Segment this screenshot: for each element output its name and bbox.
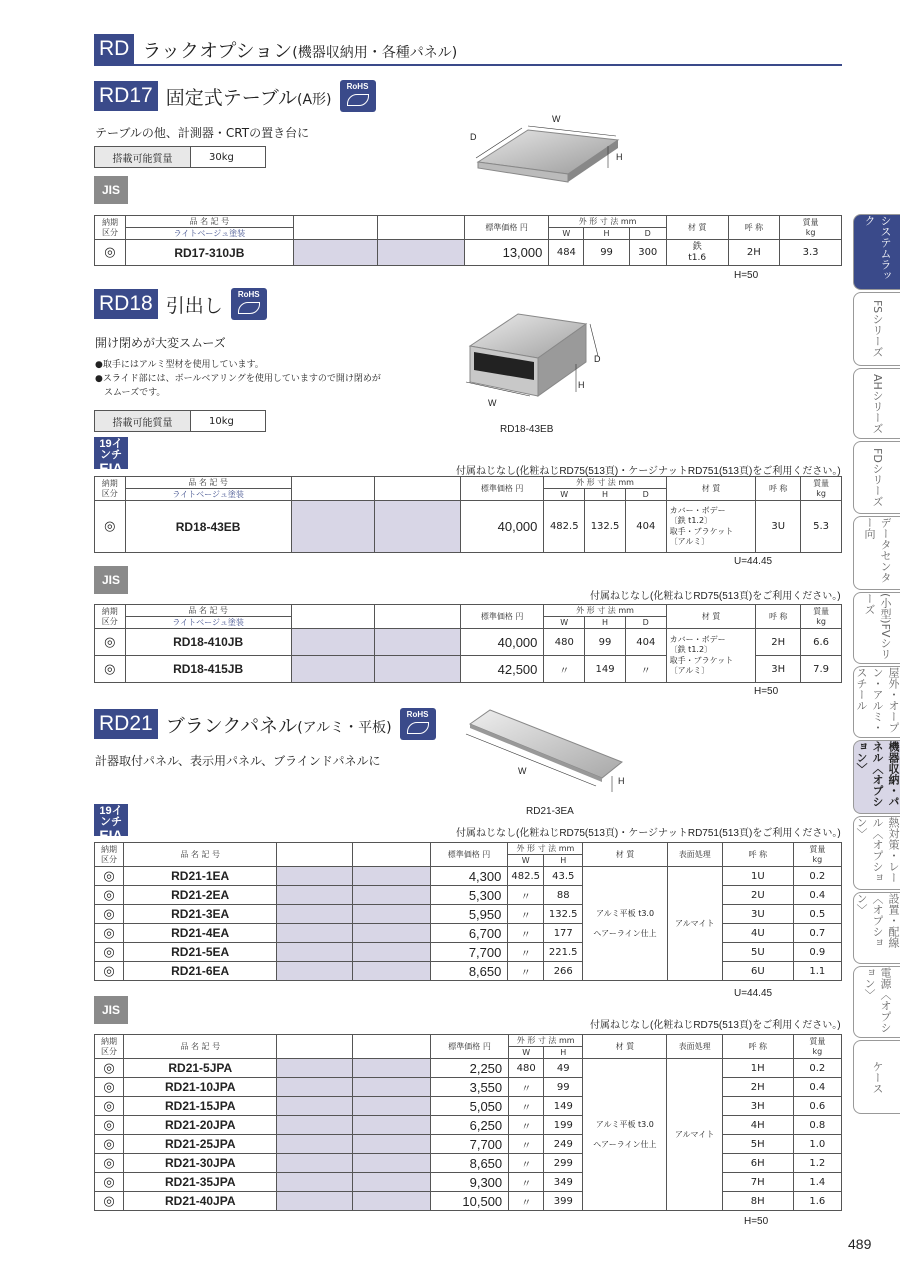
rohs-badge: RoHS	[400, 708, 436, 740]
rd21-jis-table: 納期 区分 品 名 記 号 標準価格 円 外 形 寸 法 mm 材 質 表面処理 呼 称 質量 kg W H ◎ RD21-5JPA 2,250 480 49 アルミ平板 t3.0 ヘアーライン仕上 アルマイト 1H 0.2 ◎ RD21-10JPA 3,550 〃 99 2H 0.4 ◎ RD21-15JPA 5,050 〃 149 3H 0.6 ◎ RD21-20JPA 6,250 〃 199 4H 0.8 ◎ RD21-25JPA 7,700 〃 249 5H 1.0 ◎ RD21-30JPA 8,650 〃 299 6H 1.2 ◎ RD21-35JPA 9,300 〃 349 7H 1.4 ◎ RD21-40JPA 10,500 〃 399 8H 1.6	[94, 1034, 842, 1211]
table-row: ◎ RD21-2EA 5,300 〃 88 2U 0.4	[95, 886, 842, 905]
sidebar-tab[interactable]: 熱対策・レール〈オプション〉	[853, 816, 900, 890]
rd18-code: RD18	[94, 289, 158, 319]
col-paint: ライトベージュ塗装	[125, 228, 293, 240]
rd18-description: 開け閉めが大変スムーズ	[95, 336, 226, 350]
col-price: 標準価格 円	[464, 216, 548, 240]
dim-w-label: W	[488, 398, 497, 408]
col-weight: 質量 kg	[780, 216, 842, 240]
sidebar-tab[interactable]: FSシリーズ	[853, 292, 900, 366]
surface-cell: アルマイト	[667, 867, 722, 981]
col-dims: 外 形 寸 法 mm	[549, 216, 666, 228]
rd17-title: 固定式テーブル(A形)	[165, 86, 332, 109]
table-row: ◎ RD21-5EA 7,700 〃 221.5 5U 0.9	[95, 943, 842, 962]
table-row: ◎ RD21-5JPA 2,250 480 49 アルミ平板 t3.0 ヘアーライン仕上 アルマイト 1H 0.2	[95, 1059, 842, 1078]
rd18-product-image	[458, 300, 608, 412]
table-row: ◎ RD18-410JB 40,000 480 99 404 カバー・ボデー 〔鉄 t1.2〕 取手・ブラケット 〔アルミ〕 2H 6.6	[95, 629, 842, 656]
dim-h-label: H	[578, 380, 585, 390]
table-row: ◎ RD21-4EA 6,700 〃 177 4U 0.7	[95, 924, 842, 943]
table-row: ◎ RD21-20JPA 6,250 〃 199 4H 0.8	[95, 1116, 842, 1135]
rohs-badge: RoHS	[231, 288, 267, 320]
dim-h-label: H	[618, 776, 625, 786]
material-cell: アルミ平板 t3.0 ヘアーライン仕上	[583, 1059, 667, 1211]
table-row: ◎ RD21-25JPA 7,700 〃 249 5H 1.0	[95, 1135, 842, 1154]
rd18-jis-note: 付属ねじなし(化粧ねじRD75(513頁)をご利用ください。)	[590, 591, 841, 602]
sidebar-tab[interactable]: 設置・配線〈オプション〉	[853, 892, 900, 964]
leaf-icon	[238, 302, 260, 314]
sidebar-tab[interactable]: データセンター向	[853, 516, 900, 590]
rd18-jis-tag: JIS	[94, 566, 128, 594]
table-row: ◎ RD18-415JB 42,500 〃 149 〃 3H 7.9	[95, 656, 842, 683]
dim-d-label: D	[470, 132, 477, 142]
sidebar-tab[interactable]: 電源〈オプション〉	[853, 966, 900, 1038]
rd18-eia-badge: 19インチ EIA	[94, 437, 128, 469]
table-row: ◎ RD21-30JPA 8,650 〃 299 6H 1.2	[95, 1154, 842, 1173]
sidebar-tab[interactable]: ケース	[853, 1040, 900, 1114]
rd18-jis-table: 納期 区分 品 名 記 号 標準価格 円 外 形 寸 法 mm 材 質 呼 称 質量 kg ライトベージュ塗装 W H D ◎ RD18-410JB 40,000 480 99 404 カバー・ボデー 〔鉄 t1.2〕 取手・ブラケット 〔アルミ〕 2H 6.6 ◎ RD18-415JB 42,500 〃 149 〃 3H 7.9	[94, 604, 842, 683]
rd21-eia-footnote: U=44.45	[734, 988, 773, 999]
load-value: 30kg	[209, 151, 234, 163]
dim-w-label: W	[518, 766, 527, 776]
rd18-image-caption: RD18-43EB	[500, 424, 554, 435]
rd21-product-image	[460, 704, 630, 800]
sidebar-tab[interactable]: 機器収納・パネル〈オプション〉	[853, 740, 900, 814]
rd21-jis-footnote: H=50	[744, 1216, 769, 1227]
table-row: ◎ RD21-40JPA 10,500 〃 399 8H 1.6	[95, 1192, 842, 1211]
rd21-description: 計器取付パネル、表示用パネル、ブラインドパネルに	[95, 754, 381, 768]
rd18-title: 引出し	[165, 294, 223, 317]
rd21-eia-note: 付属ねじなし(化粧ねじRD75(513頁)・ケージナットRD751(513頁)をご利用ください。)	[456, 828, 841, 839]
rd21-image-caption: RD21-3EA	[526, 806, 574, 817]
page-header	[94, 34, 457, 64]
sidebar-tab[interactable]: 屋外・オープン・アルミ・スチール	[853, 666, 900, 738]
rohs-badge: RoHS	[340, 80, 376, 112]
rd18-bullets: ●取手にはアルミ型材を使用しています。 ●スライド部には、ボールベアリングを使用していますので開け閉めが スムーズです。	[95, 360, 381, 398]
rd21-eia-badge: 19インチ EIA	[94, 804, 128, 836]
rd21-eia-table: 納期 区分 品 名 記 号 標準価格 円 外 形 寸 法 mm 材 質 表面処理 呼 称 質量 kg W H ◎ RD21-1EA 4,300 482.5 43.5 アルミ平板 t3.0 ヘアーライン仕上 アルマイト 1U 0.2 ◎ RD21-2EA 5,300 〃 88 2U 0.4 ◎ RD21-3EA 5,950 〃 132.5 3U 0.5 ◎ RD21-4EA 6,700 〃 177 4U 0.7 ◎ RD21-5EA 7,700 〃 221.5 5U 0.9 ◎ RD21-6EA 8,650 〃 266 6U 1.1	[94, 842, 842, 981]
rd21-jis-tag: JIS	[94, 996, 128, 1024]
col-material: 材 質	[666, 216, 728, 240]
surface-cell: アルマイト	[667, 1059, 722, 1211]
rd17-description: テーブルの他、計測器・CRTの置き台に	[95, 126, 310, 140]
dim-w-label: W	[552, 114, 561, 124]
leaf-icon	[347, 94, 369, 106]
rd17-footnote: H=50	[734, 270, 759, 281]
sidebar-tab[interactable]: (小型)FVシリーズ	[853, 592, 900, 664]
table-row: ◎ RD21-1EA 4,300 482.5 43.5 アルミ平板 t3.0 ヘアーライン仕上 アルマイト 1U 0.2	[95, 867, 842, 886]
table-row: ◎ RD18-43EB 40,000 482.5 132.5 404 カバー・ボデー 〔鉄 t1.2〕 取手・ブラケット 〔アルミ〕 3U 5.3	[95, 501, 842, 553]
rd18-eia-note: 付属ねじなし(化粧ねじRD75(513頁)・ケージナットRD751(513頁)をご利用ください。)	[456, 466, 841, 477]
page-number: 489	[848, 1236, 872, 1252]
rd17-load-box	[94, 146, 266, 168]
col-model: 品 名 記 号	[125, 216, 293, 228]
load-label: 搭載可能質量	[95, 147, 191, 167]
header-title: ラックオプション(機器収納用・各種パネル)	[142, 39, 458, 62]
rd17-code: RD17	[94, 81, 158, 111]
col-delivery: 納期 区分	[95, 216, 126, 240]
rd17-heading	[94, 80, 376, 112]
rd21-jis-note: 付属ねじなし(化粧ねじRD75(513頁)をご利用ください。)	[590, 1020, 841, 1031]
header-rule	[94, 64, 842, 66]
sidebar-tab[interactable]: FDシリーズ	[853, 441, 900, 514]
rd18-eia-footnote: U=44.45	[734, 556, 773, 567]
col-name: 呼 称	[728, 216, 780, 240]
rd21-heading	[94, 708, 436, 740]
rd18-jis-footnote: H=50	[754, 686, 779, 697]
header-code: RD	[94, 34, 134, 64]
table-row: ◎ RD21-10JPA 3,550 〃 99 2H 0.4	[95, 1078, 842, 1097]
sidebar-tab[interactable]: システムラック	[853, 214, 900, 290]
table-row: ◎ RD21-35JPA 9,300 〃 349 7H 1.4	[95, 1173, 842, 1192]
material-cell: アルミ平板 t3.0 ヘアーライン仕上	[583, 867, 667, 981]
table-row: ◎ RD21-15JPA 5,050 〃 149 3H 0.6	[95, 1097, 842, 1116]
rd18-heading	[94, 288, 267, 320]
table-row: ◎ RD17-310JB 13,000 484 99 300 鉄 t1.6 2H 3.3	[95, 240, 842, 266]
rd17-jis-tag: JIS	[94, 176, 128, 204]
dim-d-label: D	[594, 354, 601, 364]
rd17-table: 納期 区分 品 名 記 号 標準価格 円 外 形 寸 法 mm 材 質 呼 称 質量 kg ライトベージュ塗装 W H D ◎ RD17-310JB 13,000 484 99 300 鉄 t1.6 2H 3.3	[94, 215, 842, 266]
rd17-product-image	[458, 112, 638, 196]
table-row: ◎ RD21-6EA 8,650 〃 266 6U 1.1	[95, 962, 842, 981]
sidebar-tab[interactable]: AHシリーズ	[853, 368, 900, 439]
dim-h-label: H	[616, 152, 623, 162]
rd18-load-box: 搭載可能質量 10kg	[94, 410, 266, 432]
leaf-icon	[407, 722, 429, 734]
table-row: ◎ RD21-3EA 5,950 〃 132.5 3U 0.5	[95, 905, 842, 924]
rd18-eia-table: 納期 区分 品 名 記 号 標準価格 円 外 形 寸 法 mm 材 質 呼 称 質量 kg ライトベージュ塗装 W H D ◎ RD18-43EB 40,000 482.5 132.5 404 カバー・ボデー 〔鉄 t1.2〕 取手・ブラケット 〔アルミ〕 3U 5.3	[94, 476, 842, 553]
rd21-code: RD21	[94, 709, 158, 739]
rd21-title: ブランクパネル(アルミ・平板)	[165, 714, 392, 737]
